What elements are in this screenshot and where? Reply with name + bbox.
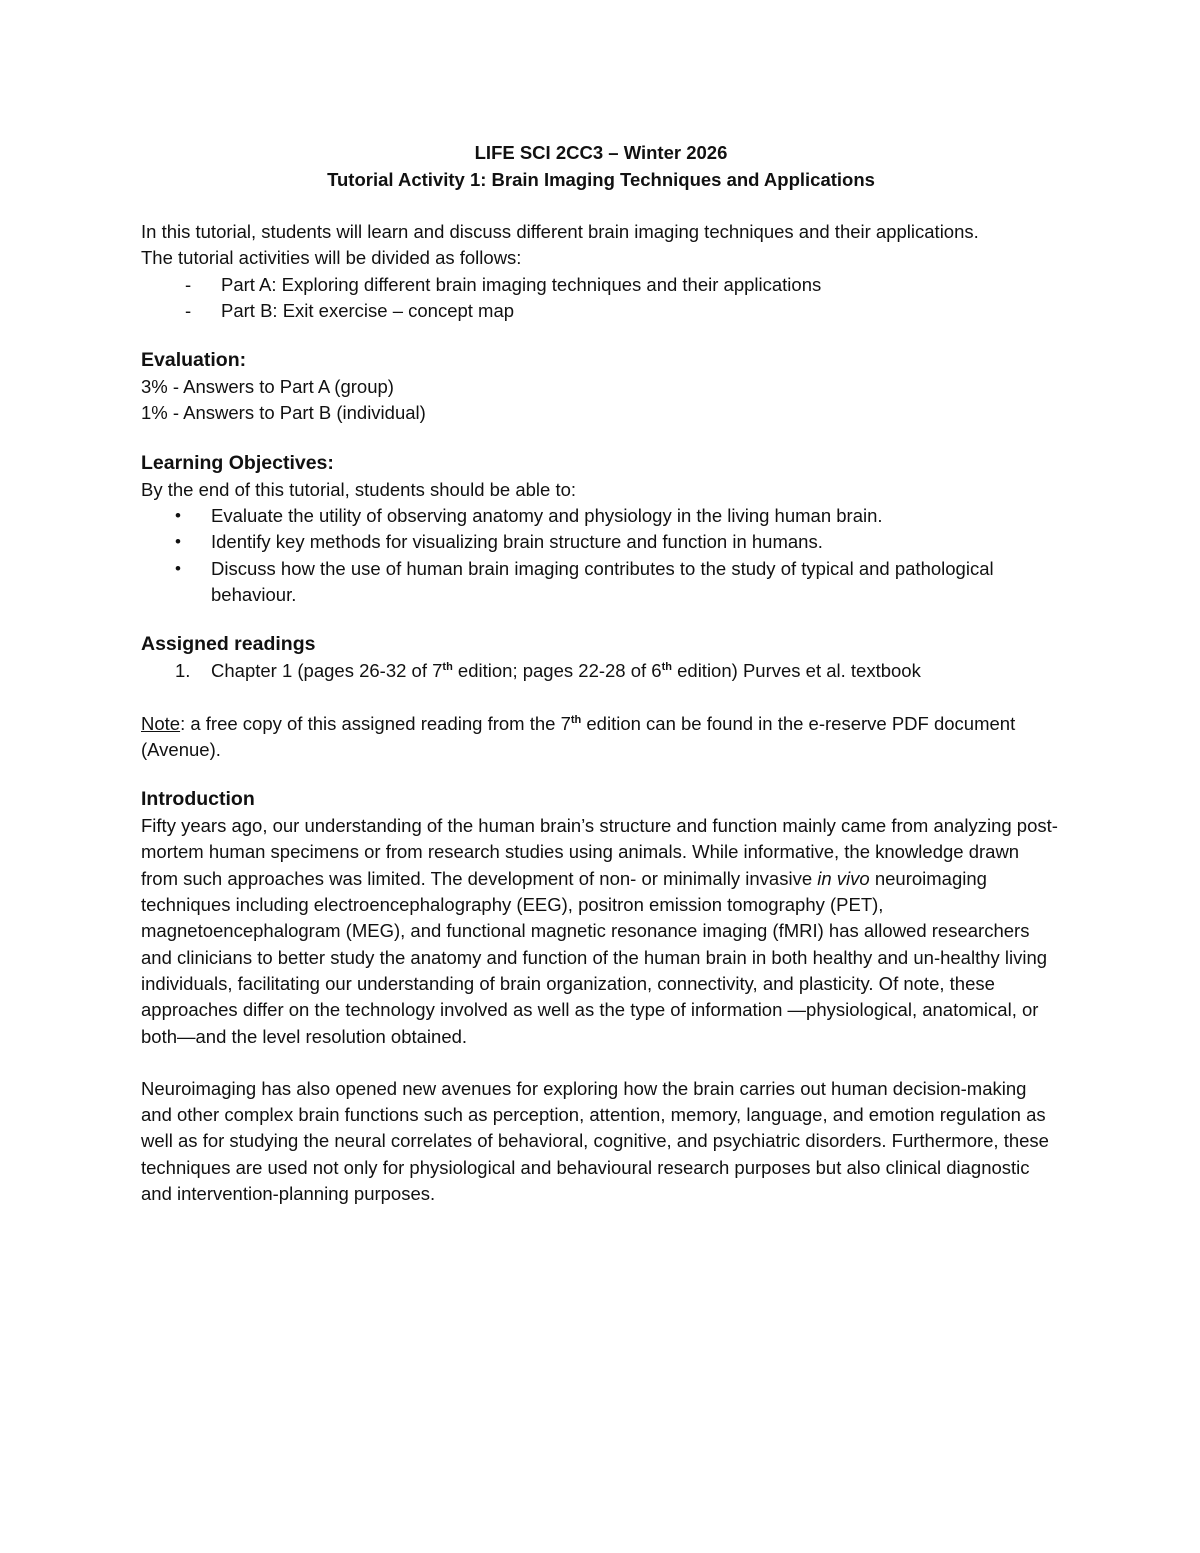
objective-text: Evaluate the utility of observing anatomy and physiology in the living human brain.: [211, 505, 883, 527]
list-item: [141, 503, 1061, 529]
intro-p1-part-b: neuroimaging techniques including electroencephalography (EEG), positron emission tomography (PET), magnetoencephalogram (MEG), and functional magnetic resonance imaging (fMRI) has allowed researchers and clinicians to better study the anatomy and function of the human brain in both healthy and un-healthy living individuals, facilitating our understanding of brain organization, connectivity, and plasticity. Of note, these approaches differ on the technology involved as well as the type of information —physiological, anatomical, or both—and the level resolution obtained.: [141, 867, 1048, 1047]
bullet-icon: •: [175, 558, 181, 578]
objectives-list: [141, 503, 1061, 608]
part-b-text: Part B: Exit exercise – concept map: [221, 299, 515, 321]
intro-line-2: The tutorial activities will be divided as follows:: [141, 247, 522, 269]
intro-p1-part-a: Fifty years ago, our understanding of the human brain’s structure and function mainly came from analyzing post-mortem human specimens or from research studies using animals. While informative, the knowledge drawn from such approaches was limited. The development of non- or minimally invasive: [141, 815, 1058, 889]
objective-text: Discuss how the use of human brain imaging contributes to the study of typical and pathological behaviour.: [211, 557, 994, 605]
reading-part-3: edition) Purves et al. textbook: [671, 660, 921, 682]
course-title: LIFE SCI 2CC3 – Winter 2026: [474, 142, 728, 163]
reading-part-2: edition; pages 22-28 of 6: [452, 660, 662, 682]
objectives-heading: Learning Objectives:: [141, 451, 334, 474]
evaluation-item-b: 1% - Answers to Part B (individual): [141, 402, 426, 424]
introduction-paragraph-2: Neuroimaging has also opened new avenues for exploring how the brain carries out human decision-making and other complex brain functions such as perception, attention, memory, language, and emotion regulation as well as for studying the neural correlates of behavioral, cognitive, and psychiatric disorders. Furthermore, these techniques are used not only for physiological and behavioural research purposes but also clinical diagnostic and intervention-planning purposes.: [141, 1077, 1049, 1205]
dash-marker: -: [185, 299, 192, 321]
note-label: Note: [141, 712, 181, 734]
note-part-1: : a free copy of this assigned reading from the 7: [180, 712, 571, 734]
list-item: [141, 529, 1061, 555]
reading-sup-1: th: [442, 661, 453, 674]
document-page: [141, 140, 1061, 1207]
document-header: [141, 140, 1061, 193]
spacer: [141, 1050, 1061, 1076]
bullet-icon: •: [175, 532, 181, 552]
intro-line-1: In this tutorial, students will learn and discuss different brain imaging techniques and their applications.: [141, 221, 979, 242]
objective-text: Identify key methods for visualizing brain structure and function in humans.: [211, 531, 823, 553]
intro-p1-italic: in vivo: [817, 867, 870, 889]
parts-list: [141, 272, 1061, 325]
part-a-text: Part A: Exploring different brain imaging techniques and their applications: [221, 273, 822, 295]
objectives-lead: By the end of this tutorial, students should be able to:: [141, 478, 577, 500]
readings-list: [141, 658, 1061, 684]
reading-part-1: Chapter 1 (pages 26-32 of 7: [211, 660, 443, 682]
list-item: [141, 298, 1061, 324]
list-item: [141, 556, 1061, 609]
readings-heading: Assigned readings: [141, 633, 316, 656]
bullet-icon: •: [175, 506, 181, 526]
list-item: [141, 272, 1061, 298]
note-paragraph: [141, 711, 1061, 764]
list-item: [141, 658, 1061, 684]
evaluation-item-a: 3% - Answers to Part A (group): [141, 376, 394, 398]
evaluation-heading: Evaluation:: [141, 349, 247, 372]
introduction-heading: Introduction: [141, 788, 255, 811]
spacer: [141, 685, 1061, 711]
introduction-paragraph-1: [141, 813, 1061, 1050]
reading-sup-2: th: [661, 661, 672, 674]
note-part-2: edition can be found in the e-reserve PDF document (Avenue).: [141, 712, 1016, 760]
list-number: 1.: [175, 660, 191, 682]
note-sup: th: [570, 713, 582, 726]
dash-marker: -: [185, 273, 192, 295]
reading-text: [211, 660, 921, 681]
activity-title: Tutorial Activity 1: Brain Imaging Techniques and Applications: [327, 168, 875, 190]
